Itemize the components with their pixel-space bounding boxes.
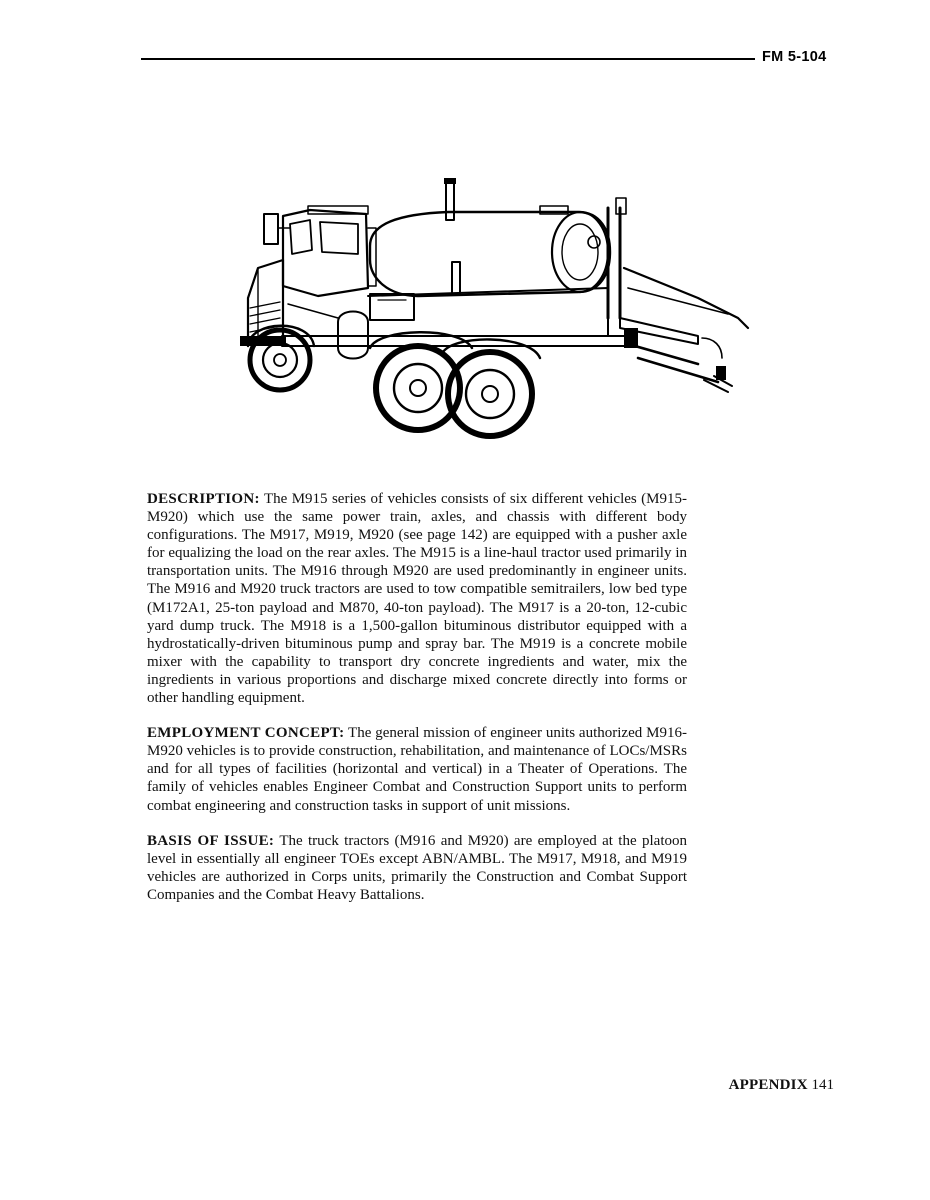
basis-of-issue-section — [147, 832, 687, 904]
employment-concept-text: The general mission of engineer units authorized M916-M920 vehicles is to provide construction, rehabilitation, and maintenance of LOCs/MSRs and for all types of facilities (horizontal and vertical) in a Theater of Operations. The family of vehicles enables Engineer Combat and Construction Support units to perform combat engineering and construction tasks in support of unit missions. — [147, 725, 687, 814]
truck-illustration — [228, 168, 760, 452]
document-id: FM 5-104 — [762, 49, 827, 65]
basis-of-issue-heading: BASIS OF ISSUE: — [147, 832, 275, 849]
employment-concept-section — [147, 724, 687, 814]
basis-of-issue-text: The truck tractors (M916 and M920) are employed at the platoon level in essentially all engineer TOEs except ABN/AMBL. The M917, M918, and M919 vehicles are authorized in Corps units, primarily the Construction and Combat Support Companies and the Combat Heavy Battalions. — [147, 832, 687, 903]
page-number: 141 — [811, 1077, 834, 1093]
description-text: The M915 series of vehicles consists of six different vehicles (M915-M920) which use the same power train, axles, and chassis with different body configurations. The M917, M919, M920 (see page 142) are equipped with a pusher axle for equalizing the load on the rear axles. The M915 is a line-haul tractor used primarily in transportation units. The M916 through M920 are used predominantly in engineer units. The M916 and M920 truck tractors are used to tow compatible semitrailers, low bed type (M172A1, 25-ton payload and M870, 40-ton payload). The M917 is a 20-ton, 12-cubic yard dump truck. The M918 is a 1,500-gallon bituminous distributor equipped with a hydrostatically-driven bituminous pump and spray bar. The M919 is a concrete mobile mixer with the capability to transport dry concrete ingredients and water, mix the ingredients in various proportions and discharge mixed concrete directly into forms or other handling equipment. — [147, 491, 687, 707]
description-section — [147, 490, 687, 707]
page-footer — [729, 1077, 834, 1094]
description-heading: DESCRIPTION: — [147, 491, 260, 507]
footer-label: APPENDIX — [728, 1077, 808, 1093]
body-text — [147, 490, 687, 921]
header-rule — [141, 58, 755, 60]
employment-concept-heading: EMPLOYMENT CONCEPT: — [147, 725, 345, 742]
